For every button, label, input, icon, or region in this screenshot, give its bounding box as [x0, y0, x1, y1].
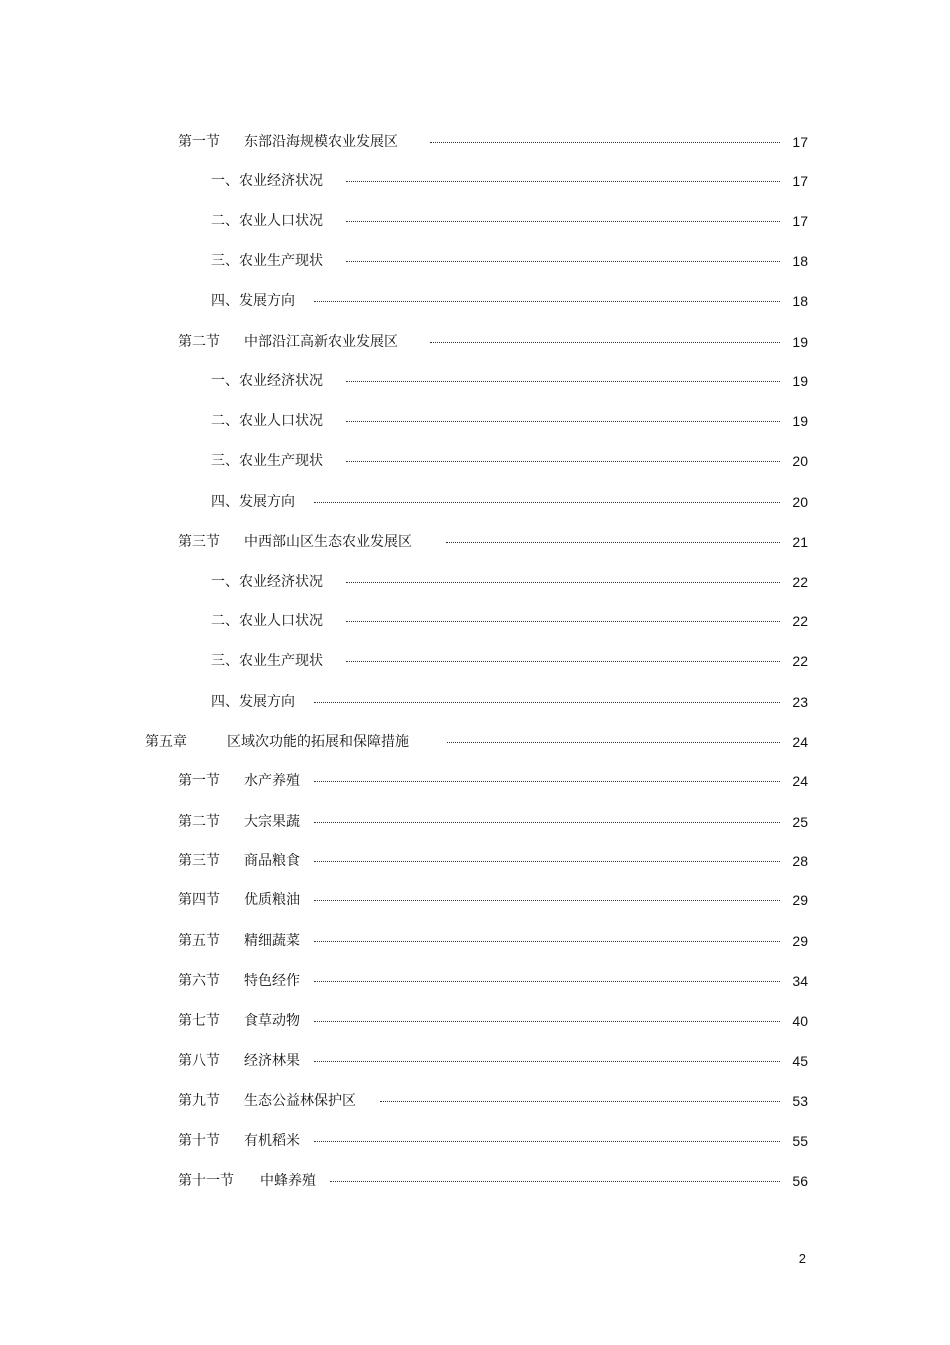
- toc-page: 56: [792, 1173, 808, 1189]
- toc-page: 17: [792, 173, 808, 189]
- toc-label: 第十一节: [178, 1173, 234, 1189]
- toc-title: 四、发展方向: [211, 494, 295, 510]
- toc-page: 24: [792, 734, 808, 750]
- toc-page: 21: [792, 534, 808, 550]
- toc-title: 有机稻米: [244, 1133, 300, 1149]
- toc-entry[interactable]: [211, 450, 808, 472]
- toc-label: 第六节: [178, 973, 220, 989]
- toc-entry[interactable]: [211, 410, 808, 432]
- toc-title: 生态公益林保护区: [244, 1093, 356, 1109]
- toc-page: 29: [792, 933, 808, 949]
- toc-entry[interactable]: [211, 170, 808, 192]
- toc-entry[interactable]: [211, 370, 808, 392]
- toc-leader: [314, 301, 780, 302]
- toc-label: 第一节: [178, 773, 220, 789]
- toc-title: 大宗果蔬: [244, 814, 300, 830]
- toc-title: 一、农业经济状况: [211, 574, 323, 590]
- toc-label: 第一节: [178, 134, 220, 150]
- toc-title: 精细蔬菜: [244, 933, 300, 949]
- toc-label: 第五章: [145, 734, 187, 750]
- toc-entry[interactable]: [178, 1130, 808, 1152]
- toc-leader: [346, 261, 780, 262]
- toc-title: 经济林果: [244, 1053, 300, 1069]
- toc-page: 53: [792, 1093, 808, 1109]
- toc-page: 20: [792, 453, 808, 469]
- toc-entry[interactable]: [211, 571, 808, 593]
- toc-entry[interactable]: [211, 691, 808, 713]
- toc-title: 中蜂养殖: [260, 1173, 316, 1189]
- toc-title: 一、农业经济状况: [211, 373, 323, 389]
- toc-entry[interactable]: [211, 650, 808, 672]
- toc-leader: [346, 621, 780, 622]
- toc-label: 第二节: [178, 814, 220, 830]
- toc-page: 55: [792, 1133, 808, 1149]
- toc-leader: [314, 781, 780, 782]
- toc-leader: [314, 1141, 780, 1142]
- toc-page: 23: [792, 694, 808, 710]
- toc-entry[interactable]: [211, 610, 808, 632]
- toc-entry[interactable]: [211, 491, 808, 513]
- toc-leader: [314, 1061, 780, 1062]
- toc-page: 17: [792, 134, 808, 150]
- toc-page: 19: [792, 413, 808, 429]
- toc-label: 第九节: [178, 1093, 220, 1109]
- toc-entry[interactable]: [178, 850, 808, 872]
- toc-leader: [346, 421, 780, 422]
- toc-entry[interactable]: [211, 290, 808, 312]
- toc-leader: [314, 941, 780, 942]
- toc-entry[interactable]: [178, 1050, 808, 1072]
- toc-entry[interactable]: [211, 250, 808, 272]
- toc-label: 第四节: [178, 892, 220, 908]
- toc-leader: [314, 981, 780, 982]
- toc-title: 东部沿海规模农业发展区: [244, 134, 398, 150]
- toc-title: 优质粮油: [244, 892, 300, 908]
- toc-entry[interactable]: [178, 930, 808, 952]
- toc-title: 食草动物: [244, 1013, 300, 1029]
- toc-label: 第二节: [178, 334, 220, 350]
- toc-title: 商品粮食: [244, 853, 300, 869]
- toc-entry[interactable]: [178, 1090, 808, 1112]
- toc-entry[interactable]: [178, 970, 808, 992]
- toc-entry[interactable]: [178, 1170, 808, 1192]
- toc-title: 三、农业生产现状: [211, 653, 323, 669]
- toc-leader: [446, 542, 780, 543]
- toc-label: 第十节: [178, 1133, 220, 1149]
- toc-leader: [430, 142, 780, 143]
- toc-title: 三、农业生产现状: [211, 453, 323, 469]
- toc-label: 第八节: [178, 1053, 220, 1069]
- toc-title: 二、农业人口状况: [211, 213, 323, 229]
- toc-leader: [346, 181, 780, 182]
- toc-entry[interactable]: [178, 1010, 808, 1032]
- toc-leader: [314, 502, 780, 503]
- toc-entry[interactable]: [178, 770, 808, 792]
- toc-leader: [380, 1101, 780, 1102]
- toc-title: 中西部山区生态农业发展区: [244, 534, 412, 550]
- page-number: 2: [798, 1251, 806, 1266]
- toc-entry[interactable]: [211, 210, 808, 232]
- toc-label: 第五节: [178, 933, 220, 949]
- toc-leader: [314, 822, 780, 823]
- toc-page: 18: [792, 253, 808, 269]
- toc-page: 40: [792, 1013, 808, 1029]
- toc-entry[interactable]: [178, 331, 808, 353]
- toc-leader: [314, 702, 780, 703]
- toc-page: 45: [792, 1053, 808, 1069]
- toc-leader: [430, 342, 780, 343]
- toc-page: 20: [792, 494, 808, 510]
- toc-title: 中部沿江高新农业发展区: [244, 334, 398, 350]
- toc-title: 区域次功能的拓展和保障措施: [227, 734, 409, 750]
- toc-leader: [346, 221, 780, 222]
- toc-title: 水产养殖: [244, 773, 300, 789]
- toc-leader: [346, 661, 780, 662]
- toc-title: 二、农业人口状况: [211, 613, 323, 629]
- toc-title: 三、农业生产现状: [211, 253, 323, 269]
- toc-page: 28: [792, 853, 808, 869]
- toc-title: 一、农业经济状况: [211, 173, 323, 189]
- toc-page: 18: [792, 293, 808, 309]
- toc-label: 第三节: [178, 534, 220, 550]
- toc-leader: [330, 1181, 780, 1182]
- toc-title: 特色经作: [244, 973, 300, 989]
- toc-title: 四、发展方向: [211, 293, 295, 309]
- toc-page: 19: [792, 334, 808, 350]
- toc-label: 第三节: [178, 853, 220, 869]
- toc-page: 22: [792, 574, 808, 590]
- toc-label: 第七节: [178, 1013, 220, 1029]
- toc-entry[interactable]: [178, 531, 808, 553]
- toc-leader: [346, 381, 780, 382]
- toc-page: 22: [792, 653, 808, 669]
- toc-page: 17: [792, 213, 808, 229]
- toc-title: 四、发展方向: [211, 694, 295, 710]
- toc-leader: [447, 742, 780, 743]
- toc-page: 19: [792, 373, 808, 389]
- toc-title: 二、农业人口状况: [211, 413, 323, 429]
- toc-entry[interactable]: [178, 131, 808, 153]
- toc-page: 34: [792, 973, 808, 989]
- toc-leader: [346, 461, 780, 462]
- toc-leader: [314, 900, 780, 901]
- toc-entry[interactable]: [178, 889, 808, 911]
- toc-page: 22: [792, 613, 808, 629]
- toc-page: 24: [792, 773, 808, 789]
- toc-page: 25: [792, 814, 808, 830]
- toc-leader: [314, 861, 780, 862]
- toc-leader: [314, 1021, 780, 1022]
- toc-entry[interactable]: [178, 811, 808, 833]
- toc-page: 29: [792, 892, 808, 908]
- toc-chapter-entry[interactable]: [145, 731, 808, 753]
- toc-leader: [346, 582, 780, 583]
